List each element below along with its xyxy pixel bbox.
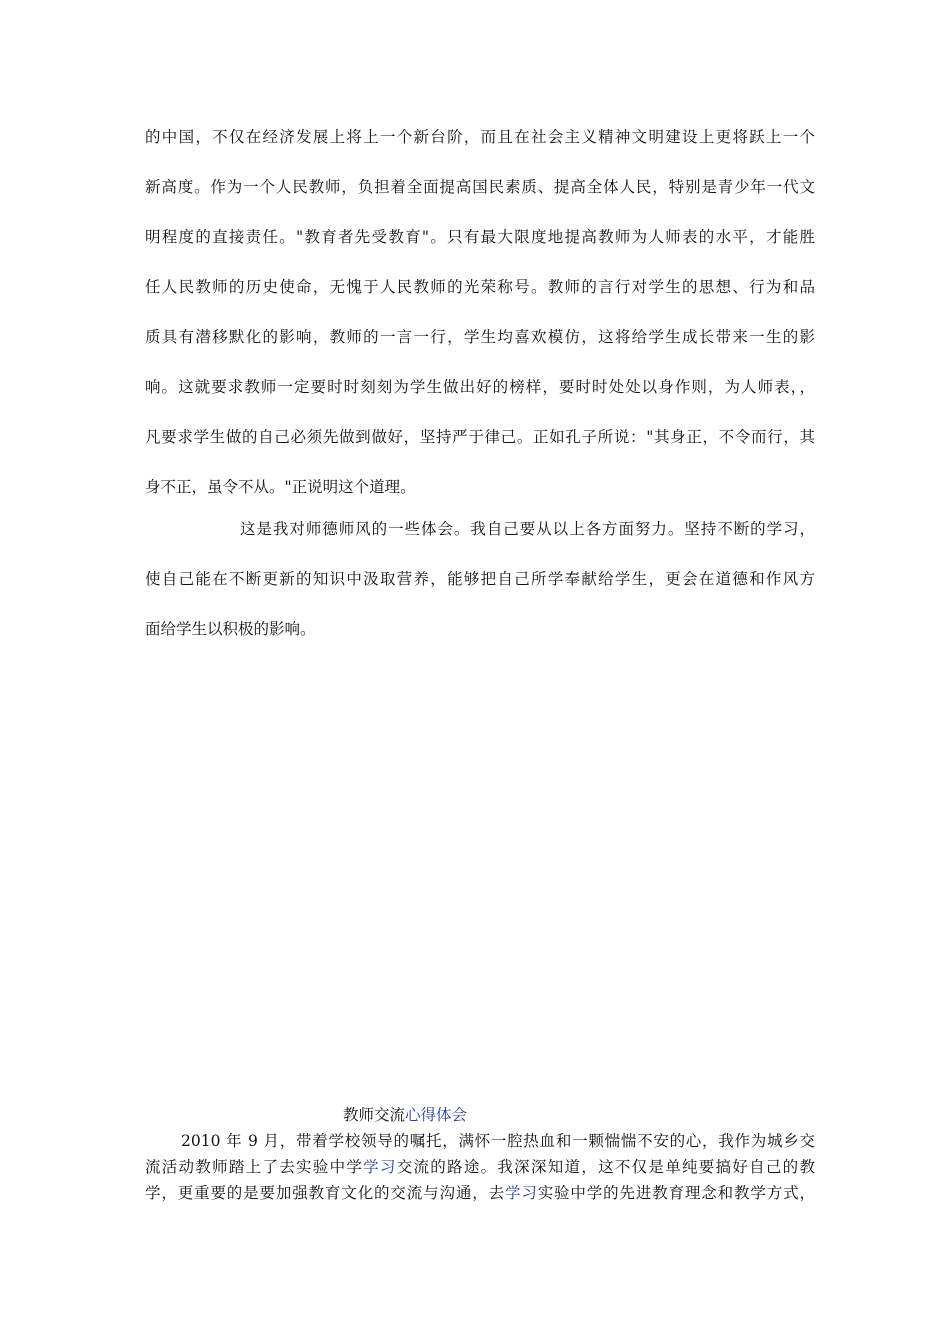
article-text: 实验中学的先进教育理念和教学方式， [537, 1184, 815, 1202]
article-text: 交流的路途。我深深知道，这不仅是单纯要搞好自己的教 [396, 1158, 815, 1176]
paragraph-line: 这是我对师德师风的一些体会。我自己要从以上各方面努力。坚持不断的学习， [240, 520, 815, 538]
article-title-link[interactable]: 心得体会 [405, 1106, 468, 1124]
paragraph-line: 质具有潜移默化的影响，教师的一言一行，学生均喜欢模仿，这将给学生成长带来一生的影 [145, 328, 815, 346]
paragraph-line: 身不正，虽令不从。"正说明这个道理。 [145, 478, 416, 496]
article-title-text: 教师交流 [343, 1106, 406, 1124]
article-title [343, 1105, 467, 1125]
paragraph-line: 凡要求学生做的自己必须先做到做好，坚持严于律己。正如孔子所说："其身正，不令而行，其 [145, 428, 815, 446]
paragraph-line: 任人民教师的历史使命，无愧于人民教师的光荣称号。教师的言行对学生的思想、行为和品 [145, 278, 815, 296]
article-line [145, 1157, 815, 1177]
paragraph-line: 明程度的直接责任。"教育者先受教育"。只有最大限度地提高教师为人师表的水平，才能胜 [145, 228, 815, 246]
study-link[interactable]: 学习 [504, 1184, 538, 1202]
study-link[interactable]: 学习 [363, 1158, 397, 1176]
article-line [145, 1183, 815, 1203]
paragraph-line: 使自己能在不断更新的知识中汲取营养，能够把自己所学奉献给学生，更会在道德和作风方 [145, 570, 815, 588]
paragraph-line: 面给学生以积极的影响。 [145, 620, 316, 638]
paragraph-line: 的中国，不仅在经济发展上将上一个新台阶，而且在社会主义精神文明建设上更将跃上一个 [145, 128, 815, 146]
paragraph-line: 新高度。作为一个人民教师，负担着全面提高国民素质、提高全体人民，特别是青少年一代文 [145, 178, 815, 196]
article-text: 流活动教师踏上了去实验中学 [145, 1158, 364, 1176]
article-text: 学，更重要的是要加强教育文化的交流与沟通，去 [145, 1184, 505, 1202]
paragraph-line: 响。这就要求教师一定要时时刻刻为学生做出好的榜样，要时时处处以身作则，为人师表，， [145, 378, 815, 396]
article-line: 2010 年 9 月，带着学校领导的嘱托，满怀一腔热血和一颗惴惴不安的心，我作为城乡交 [181, 1132, 815, 1150]
